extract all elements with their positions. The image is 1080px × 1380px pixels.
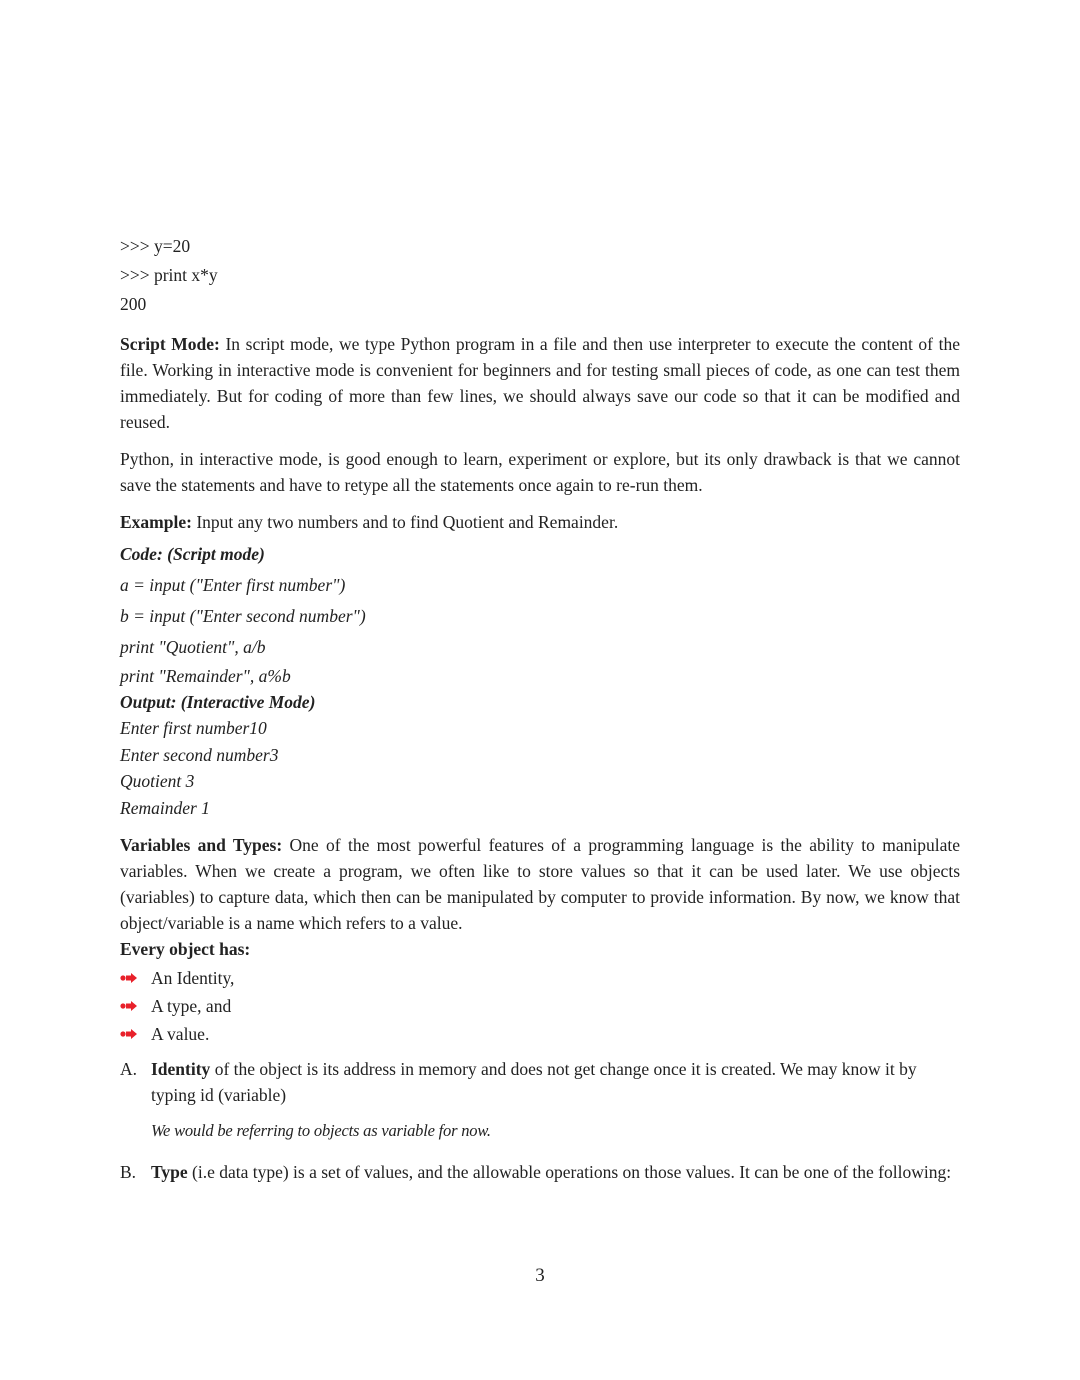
item-letter: A. (120, 1059, 138, 1079)
example-label: Example: (120, 512, 192, 532)
code-heading: Code: (Script mode) (120, 544, 265, 564)
output-line: Quotient 3 (120, 771, 195, 791)
code-line: >>> print x*y (120, 265, 218, 285)
list-item: An Identity, (120, 964, 960, 992)
output-line: Enter second number3 (120, 744, 279, 765)
variables-text: One of the most powerful features of a programming language is the ability to manipulate variables. When we create a program, we often like to store values so that it can be used later. We use objects (variables) to capture data, which then can be manipulated by computer to provide information. By now, we know that object/variable is a name which refers to a value. (120, 835, 960, 933)
example-paragraph (120, 509, 960, 535)
identity-item (120, 1056, 960, 1108)
list-item: A value. (120, 1020, 960, 1048)
type-label: Type (151, 1162, 188, 1182)
output-heading: Output: (Interactive Mode) (120, 692, 316, 712)
page-number: 3 (535, 1265, 545, 1286)
script-mode-paragraph (120, 331, 960, 435)
arrow-bullet-icon (120, 1029, 138, 1039)
output-line: Enter first number10 (120, 718, 267, 738)
note-text: We would be referring to objects as variable for now. (151, 1121, 491, 1140)
bullet-list (120, 964, 960, 1048)
python-interactive-paragraph: Python, in interactive mode, is good enough to learn, experiment or explore, but its only drawback is that we cannot save the statements and have to retype all the statements once again to re-run them. (120, 449, 960, 495)
arrow-bullet-icon (120, 973, 138, 983)
script-code-line: print "Remainder", a%b (120, 666, 291, 686)
output-line: Remainder 1 (120, 797, 210, 818)
arrow-bullet-icon (120, 1001, 138, 1011)
script-code-line: b = input ("Enter second number") (120, 606, 366, 626)
list-item: A type, and (120, 992, 960, 1020)
page-content (120, 232, 960, 1195)
code-line: 200 (120, 294, 147, 314)
variables-label: Variables and Types: (120, 835, 283, 855)
identity-text: of the object is its address in memory and does not get change once it is created. We may know it by typing id (variable) (151, 1059, 917, 1105)
example-text: Input any two numbers and to find Quotient and Remainder. (191, 512, 619, 532)
every-object-heading: Every object has: (120, 939, 251, 959)
script-mode-text: In script mode, we type Python program in a file and then use interpreter to execute the content of the file. Working in interactive mode is convenient for beginners and for testing small pieces of code, as one can test them immediately. But for coding of more than few lines, we should always save our code so that it can be modified and reused. (120, 334, 960, 432)
type-item (120, 1159, 960, 1185)
variables-paragraph (120, 832, 960, 936)
code-line: >>> y=20 (120, 236, 191, 256)
type-text: (i.e data type) is a set of values, and the allowable operations on those values. It can be one of the following: (187, 1162, 952, 1182)
script-code-line: print "Quotient", a/b (120, 637, 266, 657)
script-code-line: a = input ("Enter first number") (120, 575, 346, 595)
identity-label: Identity (151, 1059, 211, 1079)
item-letter: B. (120, 1162, 137, 1182)
script-mode-label: Script Mode: (120, 334, 220, 354)
